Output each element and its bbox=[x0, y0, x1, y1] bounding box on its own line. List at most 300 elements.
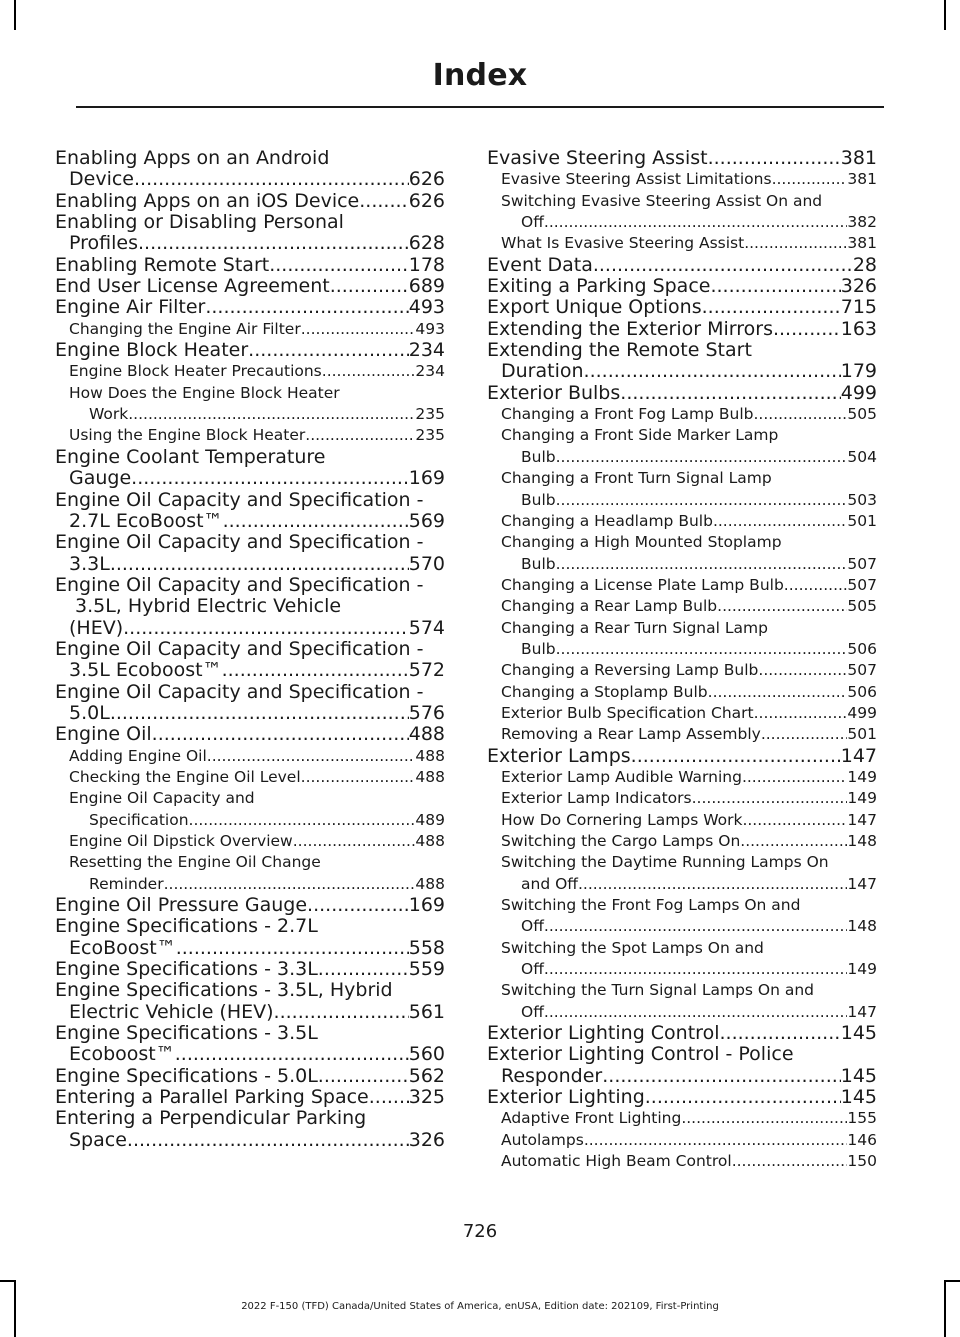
dot-leader bbox=[556, 554, 848, 575]
entry-page-number: 178 bbox=[408, 253, 445, 276]
index-subentry bbox=[487, 575, 877, 596]
entry-page-number: 150 bbox=[847, 1152, 877, 1171]
entry-text-line: Switching Evasive Steering Assist On and bbox=[501, 191, 823, 210]
entry-page-number: 507 bbox=[847, 575, 877, 594]
dot-leader bbox=[369, 1087, 409, 1108]
entry-page-number: 506 bbox=[847, 639, 877, 658]
entry-page-number: 505 bbox=[847, 597, 877, 616]
entry-last-line bbox=[69, 425, 445, 446]
entry-last-line bbox=[69, 874, 445, 895]
entry-text-line: Off bbox=[521, 960, 544, 979]
entry-last-line bbox=[55, 703, 445, 724]
entry-last-line bbox=[55, 554, 445, 575]
dot-leader bbox=[318, 1066, 409, 1087]
entry-page-number: 503 bbox=[847, 490, 877, 509]
entry-last-line bbox=[501, 1151, 877, 1172]
entry-page-number: 234 bbox=[415, 362, 445, 381]
entry-page-number: 234 bbox=[408, 339, 445, 362]
entry-last-line bbox=[55, 938, 445, 959]
entry-text-line: 3.5L, Hybrid Electric Vehicle bbox=[75, 595, 342, 618]
entry-text-line: Engine Oil Capacity and Specification - bbox=[55, 531, 424, 554]
entry-page-number: 147 bbox=[847, 874, 877, 893]
index-subentry bbox=[55, 746, 445, 767]
entry-page-number: 147 bbox=[840, 744, 877, 767]
entry-text-line: 5.0L bbox=[69, 701, 110, 724]
entry-last-line bbox=[501, 212, 877, 233]
entry-text-line: Adding Engine Oil bbox=[69, 746, 207, 765]
index-entry bbox=[487, 1044, 877, 1087]
entry-page-number: 507 bbox=[847, 554, 877, 573]
index-entry bbox=[55, 340, 445, 361]
dot-leader bbox=[556, 447, 848, 468]
entry-page-number: 381 bbox=[840, 147, 877, 169]
index-entry bbox=[487, 383, 877, 404]
index-subentry bbox=[487, 852, 877, 895]
entry-text-line: Engine Specifications - 2.7L bbox=[55, 915, 318, 938]
dot-leader bbox=[330, 276, 409, 297]
entry-text-line: Work bbox=[89, 405, 129, 424]
entry-text-line: Engine Oil Dipstick Overview bbox=[69, 832, 293, 850]
crop-mark-top-left bbox=[14, 0, 16, 30]
entry-text-line: Autolamps bbox=[501, 1130, 584, 1149]
index-subentry bbox=[55, 383, 445, 426]
entry-last-line bbox=[487, 1066, 877, 1087]
dot-leader bbox=[744, 233, 847, 254]
dot-leader bbox=[584, 1130, 848, 1151]
dot-leader bbox=[681, 1108, 847, 1129]
dot-leader bbox=[134, 169, 409, 190]
entry-text-line: Engine Oil bbox=[55, 723, 152, 746]
dot-leader bbox=[269, 255, 409, 276]
entry-text-line: Engine Oil Capacity and Specification - bbox=[55, 680, 424, 703]
index-entry bbox=[55, 191, 445, 212]
entry-text-line: Changing a Stoplamp Bulb bbox=[501, 682, 708, 701]
dot-leader bbox=[128, 404, 415, 425]
entry-text-line: Changing a Rear Lamp Bulb bbox=[501, 597, 718, 616]
entry-text-line: Changing a Rear Turn Signal Lamp bbox=[501, 618, 768, 637]
entry-text-line: Engine Air Filter bbox=[55, 296, 206, 319]
index-entry bbox=[55, 255, 445, 276]
entry-text-line: Export Unique Options bbox=[487, 296, 702, 319]
index-subentry bbox=[487, 511, 877, 532]
entry-page-number: 325 bbox=[408, 1086, 445, 1109]
entry-text-line: Off bbox=[521, 213, 544, 232]
dot-leader bbox=[205, 297, 408, 318]
crop-mark-bottom-left-h bbox=[0, 1280, 16, 1282]
entry-page-number: 149 bbox=[847, 767, 877, 786]
entry-last-line bbox=[55, 191, 445, 212]
entry-last-line bbox=[55, 1066, 445, 1087]
index-entry bbox=[55, 895, 445, 916]
entry-page-number: 576 bbox=[408, 701, 445, 724]
entry-text-line: Evasive Steering Assist bbox=[487, 147, 708, 169]
entry-text-line: Extending the Remote Start bbox=[487, 339, 752, 362]
dot-leader bbox=[305, 425, 415, 446]
entry-text-line: Enabling or Disabling Personal bbox=[55, 211, 344, 234]
dot-leader bbox=[556, 639, 848, 660]
entry-text-line: Off bbox=[521, 1002, 544, 1021]
entry-page-number: 507 bbox=[847, 661, 877, 680]
entry-last-line bbox=[55, 276, 445, 297]
entry-page-number: 28 bbox=[852, 253, 877, 276]
entry-last-line bbox=[55, 169, 445, 190]
dot-leader bbox=[138, 233, 409, 254]
entry-last-line bbox=[501, 916, 877, 937]
entry-text-line: Enabling Apps on an iOS Device bbox=[55, 189, 360, 212]
entry-last-line bbox=[501, 233, 877, 254]
entry-text-line: Switching the Turn Signal Lamps On and bbox=[501, 981, 815, 1000]
index-subentry bbox=[487, 660, 877, 681]
entry-last-line bbox=[487, 383, 877, 404]
dot-leader bbox=[110, 554, 409, 575]
index-subentry bbox=[55, 788, 445, 831]
entry-page-number: 626 bbox=[408, 168, 445, 191]
index-subentry bbox=[487, 233, 877, 254]
dot-leader bbox=[742, 810, 847, 831]
entry-page-number: 145 bbox=[840, 1064, 877, 1087]
index-subentry bbox=[487, 895, 877, 938]
entry-text-line: How Does the Engine Block Heater bbox=[69, 383, 340, 402]
index-entry bbox=[55, 490, 445, 533]
entry-page-number: 235 bbox=[415, 426, 445, 445]
index-entry bbox=[487, 255, 877, 276]
entry-text-line: Engine Oil Capacity and Specification - bbox=[55, 573, 424, 596]
entry-last-line bbox=[55, 468, 445, 489]
entry-text-line: Engine Specifications - 5.0L bbox=[55, 1064, 318, 1087]
index-subentry bbox=[487, 468, 877, 511]
index-subentry bbox=[487, 1151, 877, 1172]
dot-leader bbox=[740, 831, 847, 852]
entry-text-line: Extending the Exterior Mirrors bbox=[487, 317, 773, 340]
entry-page-number: 382 bbox=[847, 213, 877, 232]
entry-text-line: Engine Oil Pressure Gauge bbox=[55, 894, 308, 917]
entry-text-line: Gauge bbox=[69, 467, 132, 490]
entry-page-number: 561 bbox=[408, 1000, 445, 1023]
entry-text-line: Ecoboost™ bbox=[69, 1043, 175, 1066]
dot-leader bbox=[602, 1066, 841, 1087]
index-subentry bbox=[487, 596, 877, 617]
entry-text-line: Evasive Steering Assist Limitations bbox=[501, 170, 772, 189]
entry-last-line bbox=[55, 1130, 445, 1151]
entry-text-line: Enabling Remote Start bbox=[55, 253, 270, 276]
dot-leader bbox=[772, 169, 848, 190]
entry-page-number: 559 bbox=[408, 958, 445, 981]
entry-last-line bbox=[501, 511, 877, 532]
entry-text-line: Exterior Lighting bbox=[487, 1086, 645, 1109]
dot-leader bbox=[131, 468, 409, 489]
entry-last-line bbox=[55, 340, 445, 361]
entry-page-number: 148 bbox=[847, 832, 877, 850]
index-subentry bbox=[487, 938, 877, 981]
index-entry bbox=[55, 1023, 445, 1066]
entry-last-line bbox=[69, 361, 445, 382]
entry-last-line bbox=[55, 1087, 445, 1108]
entry-page-number: 489 bbox=[415, 810, 445, 829]
dot-leader bbox=[175, 1044, 409, 1065]
entry-last-line bbox=[487, 255, 877, 276]
entry-last-line bbox=[501, 767, 877, 788]
entry-last-line bbox=[501, 1002, 877, 1023]
entry-text-line: Changing the Engine Air Filter bbox=[69, 319, 301, 338]
crop-mark-top-right bbox=[944, 0, 946, 30]
index-subentry bbox=[487, 682, 877, 703]
dot-leader bbox=[152, 724, 409, 745]
index-entry bbox=[487, 1087, 877, 1108]
entry-last-line bbox=[69, 746, 445, 767]
entry-text-line: Changing a High Mounted Stoplamp bbox=[501, 533, 782, 552]
entry-text-line: Changing a Front Side Marker Lamp bbox=[501, 426, 779, 445]
entry-last-line bbox=[55, 511, 445, 532]
index-subentry bbox=[487, 980, 877, 1023]
dot-leader bbox=[719, 1023, 840, 1044]
entry-page-number: 572 bbox=[408, 659, 445, 682]
entry-last-line bbox=[501, 447, 877, 468]
entry-last-line bbox=[501, 639, 877, 660]
index-entry bbox=[55, 1108, 445, 1151]
index-entry bbox=[55, 639, 445, 682]
index-entry bbox=[55, 916, 445, 959]
entry-page-number: 326 bbox=[840, 275, 877, 298]
index-subentry bbox=[55, 852, 445, 895]
entry-page-number: 149 bbox=[847, 960, 877, 979]
index-subentry bbox=[487, 831, 877, 852]
index-subentry bbox=[487, 169, 877, 190]
dot-leader bbox=[556, 490, 848, 511]
entry-page-number: 488 bbox=[415, 746, 445, 765]
entry-text-line: Exterior Lamp Indicators bbox=[501, 789, 692, 808]
dot-leader bbox=[222, 660, 409, 681]
dot-leader bbox=[692, 788, 848, 809]
index-entry bbox=[487, 319, 877, 340]
index-subentry bbox=[487, 1108, 877, 1129]
entry-text-line: Engine Oil Capacity and Specification - bbox=[55, 637, 424, 660]
entry-page-number: 147 bbox=[847, 1002, 877, 1021]
entry-page-number: 715 bbox=[840, 296, 877, 319]
index-subentry bbox=[487, 788, 877, 809]
entry-text-line: Reminder bbox=[89, 874, 164, 893]
dot-leader bbox=[708, 682, 848, 703]
entry-text-line: Engine Oil Capacity and Specification - bbox=[55, 488, 424, 511]
entry-text-line: Checking the Engine Oil Level bbox=[69, 767, 301, 786]
dot-leader bbox=[322, 361, 416, 382]
index-subentry bbox=[55, 831, 445, 852]
entry-text-line: End User License Agreement bbox=[55, 275, 330, 298]
entry-text-line: What Is Evasive Steering Assist bbox=[501, 234, 745, 253]
dot-leader bbox=[732, 1151, 848, 1172]
entry-page-number: 169 bbox=[408, 894, 445, 917]
entry-last-line bbox=[487, 1087, 877, 1108]
entry-text-line: Exterior Bulb Specification Chart bbox=[501, 703, 754, 722]
dot-leader bbox=[359, 191, 408, 212]
dot-leader bbox=[207, 746, 416, 767]
index-subentry bbox=[55, 361, 445, 382]
page-title: Index bbox=[432, 58, 528, 93]
entry-text-line: Exterior Lighting Control bbox=[487, 1022, 720, 1045]
entry-page-number: 488 bbox=[415, 874, 445, 893]
entry-text-line: Changing a Headlamp Bulb bbox=[501, 511, 713, 530]
entry-text-line: Device bbox=[69, 168, 134, 191]
index-entry bbox=[55, 959, 445, 980]
entry-last-line bbox=[501, 169, 877, 190]
entry-text-line: Exterior Lamp Audible Warning bbox=[501, 767, 742, 786]
entry-text-line: Switching the Front Fog Lamps On and bbox=[501, 896, 801, 915]
dot-leader bbox=[544, 1002, 848, 1023]
entry-page-number: 499 bbox=[840, 381, 877, 404]
header-rule bbox=[76, 106, 884, 108]
entry-last-line bbox=[487, 297, 877, 318]
entry-page-number: 574 bbox=[408, 616, 445, 639]
dot-leader bbox=[110, 703, 409, 724]
entry-last-line bbox=[55, 959, 445, 980]
index-subentry bbox=[487, 724, 877, 745]
entry-text-line: Exterior Bulbs bbox=[487, 381, 621, 404]
dot-leader bbox=[127, 1130, 409, 1151]
dot-leader bbox=[702, 297, 841, 318]
entry-text-line: Bulb bbox=[521, 639, 556, 658]
index-entry bbox=[487, 746, 877, 767]
entry-page-number: 570 bbox=[408, 552, 445, 575]
entry-page-number: 501 bbox=[847, 725, 877, 744]
entry-page-number: 493 bbox=[408, 296, 445, 319]
entry-text-line: 3.5L Ecoboost™ bbox=[69, 659, 222, 682]
index-column-right bbox=[487, 148, 877, 1173]
entry-last-line bbox=[501, 575, 877, 596]
index-entry bbox=[55, 276, 445, 297]
entry-text-line: Automatic High Beam Control bbox=[501, 1152, 732, 1171]
entry-text-line: Bulb bbox=[521, 554, 556, 573]
entry-last-line bbox=[55, 297, 445, 318]
entry-page-number: 148 bbox=[847, 917, 877, 936]
dot-leader bbox=[758, 660, 847, 681]
index-subentry bbox=[487, 532, 877, 575]
dot-leader bbox=[631, 746, 841, 767]
index-column-left bbox=[55, 148, 445, 1151]
entry-text-line: Switching the Daytime Running Lamps On bbox=[501, 853, 829, 872]
dot-leader bbox=[274, 1002, 409, 1023]
entry-text-line: Bulb bbox=[521, 490, 556, 509]
entry-last-line bbox=[501, 404, 877, 425]
dot-leader bbox=[645, 1087, 841, 1108]
index-subentry bbox=[487, 703, 877, 724]
dot-leader bbox=[593, 255, 853, 276]
entry-page-number: 145 bbox=[840, 1086, 877, 1109]
entry-last-line bbox=[501, 1130, 877, 1151]
entry-last-line bbox=[487, 319, 877, 340]
entry-text-line: Changing a Front Fog Lamp Bulb bbox=[501, 405, 754, 424]
dot-leader bbox=[620, 383, 840, 404]
index-subentry bbox=[487, 618, 877, 661]
entry-text-line: Engine Specifications - 3.3L bbox=[55, 958, 318, 981]
entry-text-line: Using the Engine Block Heater bbox=[69, 426, 306, 445]
dot-leader bbox=[717, 596, 847, 617]
entry-text-line: Electric Vehicle (HEV) bbox=[69, 1000, 274, 1023]
page-number: 726 bbox=[462, 1221, 498, 1242]
index-subentry bbox=[487, 191, 877, 234]
dot-leader bbox=[773, 319, 841, 340]
dot-leader bbox=[248, 340, 409, 361]
entry-text-line: Entering a Parallel Parking Space bbox=[55, 1086, 369, 1109]
entry-last-line bbox=[501, 1108, 877, 1129]
entry-text-line: Event Data bbox=[487, 253, 593, 276]
dot-leader bbox=[301, 319, 416, 340]
entry-last-line bbox=[487, 276, 877, 297]
entry-page-number: 501 bbox=[847, 511, 877, 530]
dot-leader bbox=[223, 511, 409, 532]
entry-page-number: 488 bbox=[408, 723, 445, 746]
dot-leader bbox=[307, 895, 409, 916]
entry-page-number: 169 bbox=[408, 467, 445, 490]
entry-text-line: Engine Oil Capacity and bbox=[69, 789, 255, 808]
entry-last-line bbox=[69, 319, 445, 340]
index-entry bbox=[487, 340, 877, 383]
entry-page-number: 179 bbox=[840, 360, 877, 383]
entry-text-line: 3.3L bbox=[69, 552, 110, 575]
dot-leader bbox=[754, 703, 848, 724]
entry-page-number: 381 bbox=[847, 234, 877, 253]
dot-leader bbox=[578, 874, 847, 895]
entry-text-line: Responder bbox=[501, 1064, 603, 1087]
entry-text-line: Enabling Apps on an Android bbox=[55, 147, 330, 169]
index-entry bbox=[487, 297, 877, 318]
entry-page-number: 488 bbox=[415, 767, 445, 786]
entry-text-line: Exterior Lighting Control - Police bbox=[487, 1043, 794, 1066]
entry-last-line bbox=[487, 148, 877, 169]
entry-page-number: 505 bbox=[847, 405, 877, 424]
entry-text-line: How Do Cornering Lamps Work bbox=[501, 810, 743, 829]
dot-leader bbox=[544, 212, 848, 233]
dot-leader bbox=[710, 276, 840, 297]
dot-leader bbox=[318, 959, 409, 980]
index-entry bbox=[55, 682, 445, 725]
entry-text-line: Engine Block Heater Precautions bbox=[69, 362, 322, 381]
entry-text-line: Profiles bbox=[69, 232, 138, 255]
entry-text-line: Specification bbox=[89, 810, 189, 829]
entry-last-line bbox=[501, 703, 877, 724]
entry-last-line bbox=[69, 810, 445, 831]
index-subentry bbox=[55, 425, 445, 446]
entry-last-line bbox=[501, 788, 877, 809]
entry-text-line: Engine Block Heater bbox=[55, 339, 249, 362]
entry-last-line bbox=[487, 361, 877, 382]
entry-last-line bbox=[69, 767, 445, 788]
entry-text-line: Switching the Spot Lamps On and bbox=[501, 938, 764, 957]
entry-page-number: 147 bbox=[847, 810, 877, 829]
index-entry bbox=[55, 724, 445, 745]
entry-text-line: Changing a Front Turn Signal Lamp bbox=[501, 469, 772, 488]
entry-last-line bbox=[55, 660, 445, 681]
index-entry bbox=[55, 980, 445, 1023]
entry-last-line bbox=[501, 490, 877, 511]
index-subentry bbox=[55, 767, 445, 788]
entry-text-line: 2.7L EcoBoost™ bbox=[69, 509, 223, 532]
entry-last-line bbox=[501, 554, 877, 575]
entry-text-line: Engine Specifications - 3.5L, Hybrid bbox=[55, 979, 393, 1002]
entry-last-line bbox=[55, 618, 445, 639]
entry-text-line: Off bbox=[521, 917, 544, 936]
entry-page-number: 560 bbox=[408, 1043, 445, 1066]
entry-page-number: 504 bbox=[847, 447, 877, 466]
index-entry bbox=[487, 1023, 877, 1044]
entry-page-number: 569 bbox=[408, 509, 445, 532]
entry-text-line: Duration bbox=[501, 360, 584, 383]
index-subentry bbox=[487, 404, 877, 425]
entry-page-number: 155 bbox=[847, 1109, 877, 1128]
dot-leader bbox=[753, 404, 847, 425]
entry-last-line bbox=[501, 831, 877, 852]
index-subentry bbox=[487, 767, 877, 788]
dot-leader bbox=[544, 916, 848, 937]
index-subentry bbox=[487, 810, 877, 831]
